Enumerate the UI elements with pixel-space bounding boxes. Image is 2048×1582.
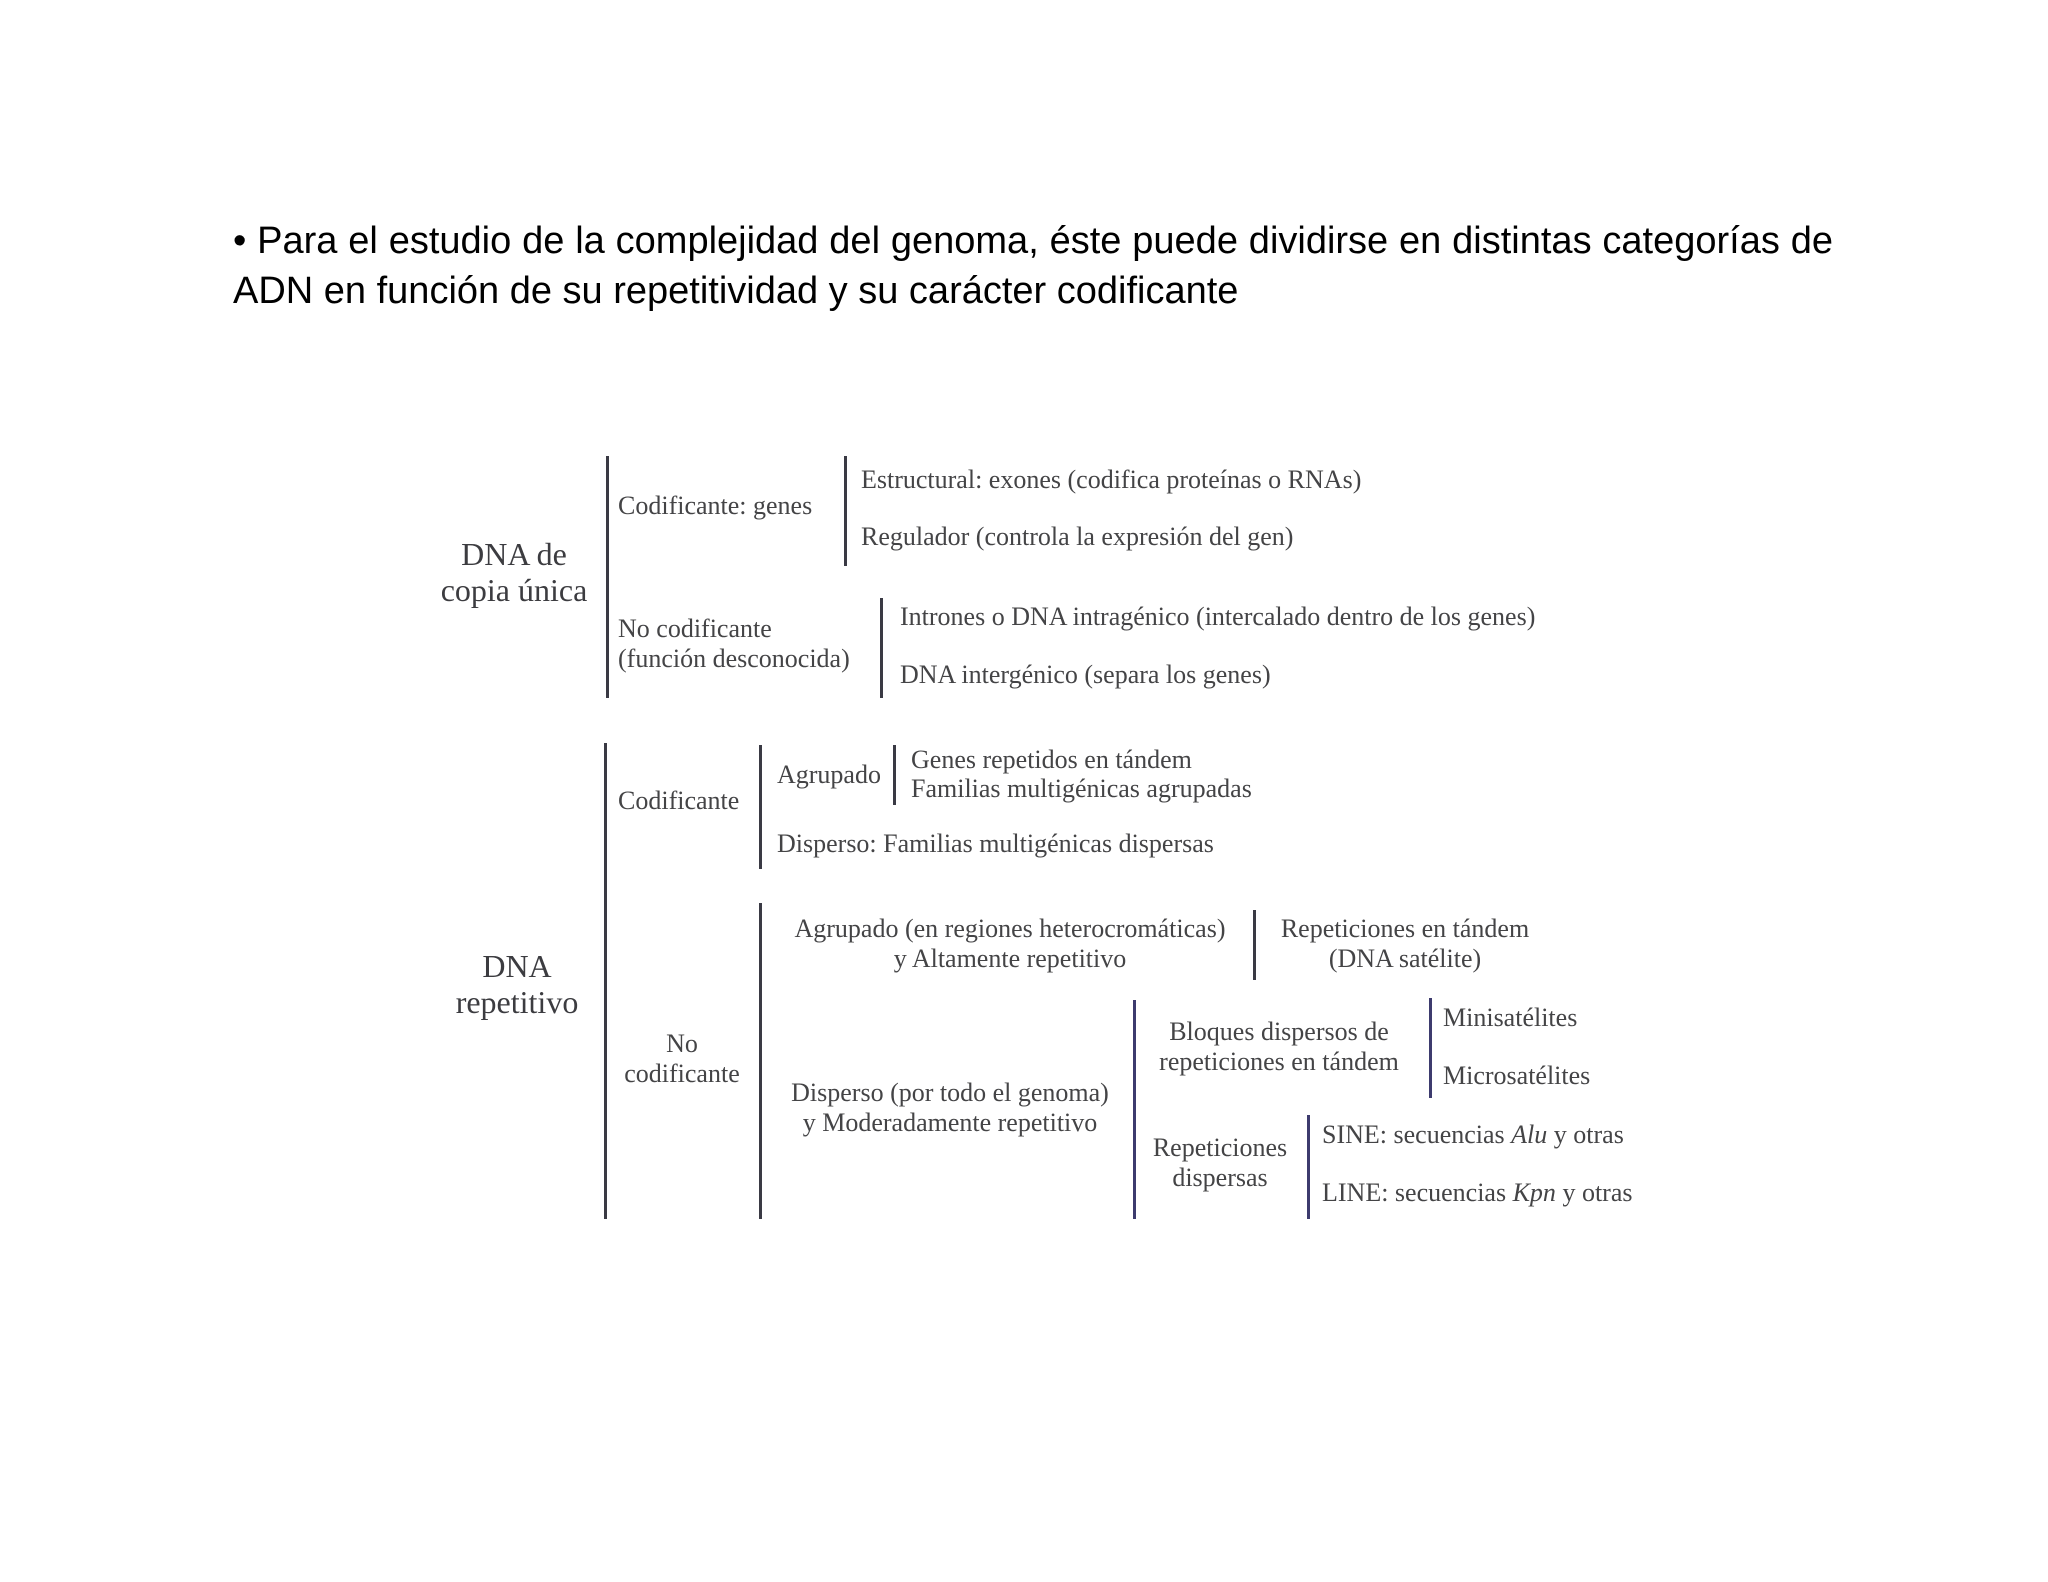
unique-noncoding-label: No codificante (función desconocida) [618, 614, 850, 673]
unique-coding-item-regulator: Regulador (controla la expresión del gen) [861, 522, 1294, 551]
noncoding-grouped-bracket [1253, 910, 1256, 980]
repetitive-coding-grouped-label: Agrupado [777, 760, 881, 789]
tandem-blocks-bracket [1429, 998, 1432, 1098]
repetitive-coding-grouped-bracket [893, 745, 896, 805]
repetitive-coding-grouped-item-multigene-families: Familias multigénicas agrupadas [911, 774, 1252, 803]
repetitive-label: DNA repetitivo [455, 948, 579, 1020]
line-item: LINE: secuencias Kpn y otras [1322, 1178, 1633, 1207]
repetitive-noncoding-bracket [759, 903, 762, 1219]
noncoding-grouped-label: Agrupado (en regiones heterocromáticas) y Altamente repetitivo [794, 914, 1226, 973]
unique-coding-item-structural: Estructural: exones (codifica proteínas o RNAs) [861, 465, 1362, 494]
minisatellites-item: Minisatélites [1443, 1003, 1578, 1032]
noncoding-grouped-result: Repeticiones en tándem (DNA satélite) [1280, 914, 1530, 973]
tandem-blocks-label: Bloques dispersos de repeticiones en tándem [1159, 1017, 1399, 1076]
unique-copy-bracket [606, 456, 609, 698]
dispersed-repeats-bracket [1307, 1115, 1310, 1219]
microsatellites-item: Microsatélites [1443, 1061, 1591, 1090]
unique-coding-label: Codificante: genes [618, 491, 813, 520]
unique-copy-label: DNA de copia única [440, 536, 588, 608]
unique-noncoding-item-intergenic: DNA intergénico (separa los genes) [900, 660, 1271, 689]
sine-item: SINE: secuencias Alu y otras [1322, 1120, 1624, 1149]
repetitive-coding-label: Codificante [618, 786, 740, 815]
unique-coding-bracket [844, 456, 847, 566]
repetitive-coding-grouped-item-tandem-genes: Genes repetidos en tándem [911, 745, 1192, 774]
dispersed-repeats-label: Repeticiones dispersas [1152, 1133, 1288, 1192]
repetitive-coding-bracket [759, 745, 762, 869]
intro-paragraph: • Para el estudio de la complejidad del genoma, éste puede dividirse en distintas categorías de ADN en función de su repetitividad y su carácter codificante [233, 220, 1833, 312]
unique-noncoding-item-introns: Intrones o DNA intragénico (intercalado dentro de los genes) [900, 602, 1536, 631]
noncoding-dispersed-label: Disperso (por todo el genoma) y Moderadamente repetitivo [791, 1078, 1109, 1137]
repetitive-coding-dispersed: Disperso: Familias multigénicas dispersas [777, 829, 1214, 858]
repetitive-noncoding-label: No codificante [624, 1029, 740, 1088]
noncoding-dispersed-bracket [1133, 1000, 1136, 1219]
unique-noncoding-bracket [880, 598, 883, 698]
repetitive-bracket [604, 743, 607, 1219]
